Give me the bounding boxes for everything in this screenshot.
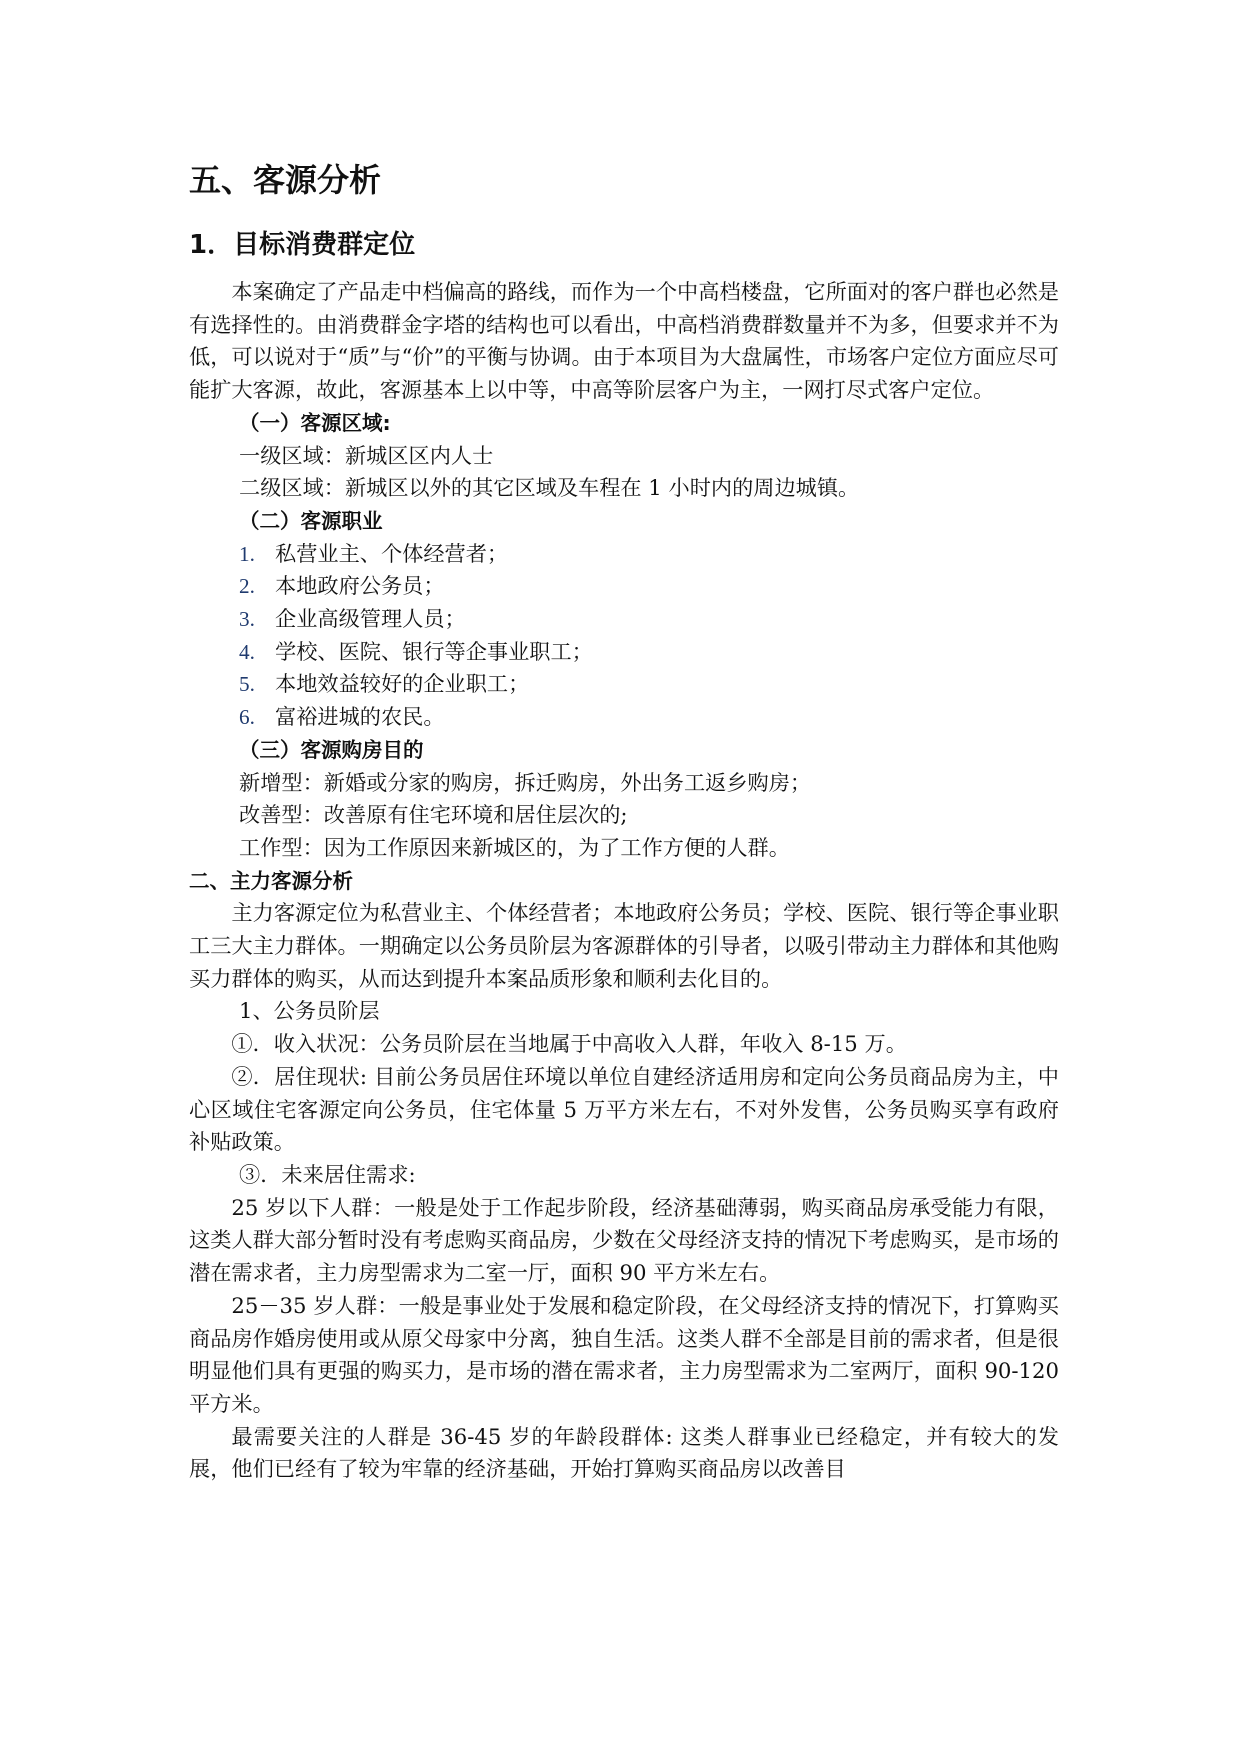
purpose-line: 改善型：改善原有住宅环境和居住层次的; (239, 802, 628, 828)
section2-intro: 主力客源定位为私营业主、个体经营者；本地政府公务员；学校、医院、银行等企事业职工三大主力群体。一期确定以公务员阶层为客源群体的引导者，以吸引带动主力群体和其他购买力群体的购买，从而达到提升本案品质形象和顺利去化目的。 (189, 900, 1059, 991)
list-item (189, 701, 1059, 734)
purpose-line: 新增型：新婚或分家的购房，拆迁购房，外出务工返乡购房； (239, 769, 812, 795)
intro-paragraph: 本案确定了产品走中档偏高的路线，而作为一个中高档楼盘，它所面对的客户群也必然是有选择性的。由消费群金字塔的结构也可以看出，中高档消费群数量并不为多，但要求并不为低，可以说对于“质”与“价”的平衡与协调。由于本项目为大盘属性，市场客户定位方面应尽可能扩大客源，故此，客源基本上以中等，中高等阶层客户为主，一网打尽式客户定位。 (189, 279, 1059, 403)
section-heading: 五、客源分析 (189, 161, 382, 199)
list-text: 本地政府公务员； (275, 573, 445, 599)
civil-servant-heading: 1、公务员阶层 (239, 998, 380, 1024)
age25-35-paragraph: 25－35 岁人群：一般是事业处于发展和稳定阶段，在父母经济支持的情况下，打算购买商品房作婚房使用或从原父母家中分离，独自生活。这类人群不全部是目前的需求者，但是很明显他们具有更强的购买力，是市场的潜在需求者，主力房型需求为二室两厅，面积 90-120 平方米。 (189, 1292, 1059, 1416)
region-second: 二级区域：新城区以外的其它区域及车程在 1 小时内的周边城镇。 (239, 475, 860, 501)
list-item (189, 668, 1059, 701)
subsection-heading: 1．目标消费群定位 (189, 230, 416, 260)
section2-title: 二、主力客源分析 (189, 868, 353, 893)
list-text: 学校、医院、银行等企事业职工； (275, 638, 593, 664)
future-needs-heading: ③．未来居住需求: (239, 1161, 416, 1187)
list-number: 1. (239, 541, 255, 566)
list-text: 企业高级管理人员； (275, 606, 466, 632)
region-title: （一）客源区域: (239, 410, 391, 435)
list-item (189, 538, 1059, 571)
list-number: 5. (239, 672, 255, 697)
list-text: 私营业主、个体经营者； (275, 540, 509, 566)
purpose-title: （三）客源购房目的 (239, 737, 424, 762)
list-number: 2. (239, 574, 255, 599)
list-item (189, 636, 1059, 669)
living-paragraph: ②．居住现状: 目前公务员居住环境以单位自建经济适用房和定向公务员商品房为主，中心区域住宅客源定向公务员，住宅体量 5 万平方米左右，不对外发售，公务员购买享有政府补贴政策。 (189, 1063, 1059, 1155)
list-number: 6. (239, 705, 255, 730)
age36-45-paragraph: 最需要关注的人群是 36-45 岁的年龄段群体: 这类人群事业已经稳定，并有较大的发展，他们已经有了较为牢靠的经济基础，开始打算购买商品房以改善目 (189, 1423, 1059, 1482)
purpose-line: 工作型：因为工作原因来新城区的，为了工作方便的人群。 (239, 834, 790, 860)
income-paragraph: ①．收入状况：公务员阶层在当地属于中高收入人群，年收入 8-15 万。 (231, 1031, 907, 1057)
list-text: 富裕进城的农民。 (275, 704, 445, 730)
region-first: 一级区域：新城区区内人士 (239, 442, 494, 468)
occupation-title: （二）客源职业 (239, 508, 383, 533)
list-number: 4. (239, 639, 255, 664)
body-text (189, 276, 1059, 1486)
under25-paragraph: 25 岁以下人群：一般是处于工作起步阶段，经济基础薄弱，购买商品房承受能力有限，这类人群大部分暂时没有考虑购买商品房，少数在父母经济支持的情况下考虑购买，是市场的潜在需求者，主力房型需求为二室一厅，面积 90 平方米左右。 (189, 1194, 1059, 1286)
list-item (189, 603, 1059, 636)
list-text: 本地效益较好的企业职工； (275, 671, 530, 697)
list-item (189, 570, 1059, 603)
list-number: 3. (239, 607, 255, 632)
